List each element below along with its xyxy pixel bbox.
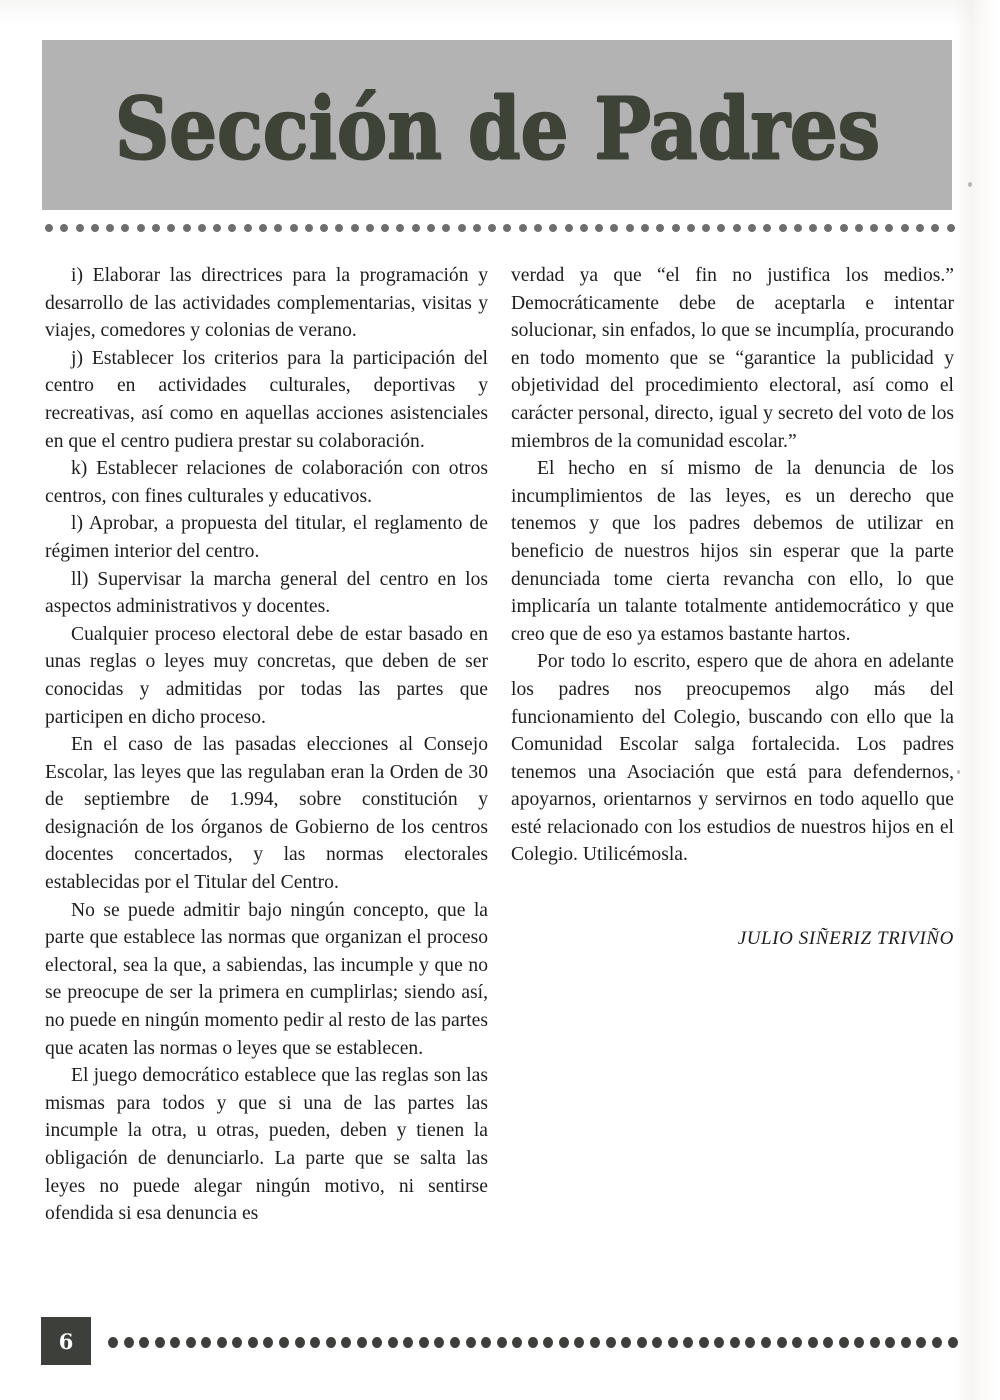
divider-dot bbox=[198, 224, 206, 232]
footer-dot bbox=[481, 1337, 491, 1348]
divider-dot bbox=[519, 224, 527, 232]
divider-dot bbox=[427, 224, 435, 232]
divider-dot bbox=[213, 224, 221, 232]
footer-dot bbox=[574, 1337, 584, 1348]
divider-dot bbox=[565, 224, 573, 232]
footer-dot bbox=[263, 1337, 273, 1348]
footer-dot bbox=[559, 1337, 569, 1348]
divider-dot bbox=[610, 224, 618, 232]
paragraph-k: k) Establecer relaciones de colaboración con otros centros, con fines culturales y educativos. bbox=[45, 458, 488, 507]
scan-speck bbox=[968, 182, 972, 187]
footer-dot bbox=[372, 1337, 382, 1348]
footer-dot bbox=[932, 1337, 942, 1348]
divider-dot bbox=[473, 224, 481, 232]
footer-dot bbox=[901, 1337, 911, 1348]
divider-dot bbox=[228, 224, 236, 232]
paragraph-por-todo: Por todo lo escrito, espero que de ahora en adelante los padres nos preocupemos algo más del funcionamiento del Colegio, buscando con ello que la Comunidad Escolar salga fortalecida. Los padres tenemos una Asociación que está para defendernos, apoyarnos, orientarnos y servirnos en todo aquello que esté relacionado con los estudios de nuestros hijos en el Colegio. Utilicémosla. bbox=[511, 651, 954, 866]
divider-dot bbox=[885, 224, 893, 232]
footer-dot bbox=[248, 1337, 258, 1348]
footer-dot bbox=[512, 1337, 522, 1348]
top-dotted-divider bbox=[45, 222, 955, 234]
divider-dot bbox=[259, 224, 267, 232]
divider-dot bbox=[137, 224, 145, 232]
footer-dot bbox=[621, 1337, 631, 1348]
divider-dot bbox=[76, 224, 84, 232]
divider-dot bbox=[534, 224, 542, 232]
page-number-value: 6 bbox=[58, 1328, 74, 1354]
divider-dot bbox=[626, 224, 634, 232]
footer-dot bbox=[761, 1337, 771, 1348]
footer-dot bbox=[637, 1337, 647, 1348]
footer-dot bbox=[170, 1337, 180, 1348]
footer-dot bbox=[388, 1337, 398, 1348]
footer-dot bbox=[668, 1337, 678, 1348]
paragraph-l: l) Aprobar, a propuesta del titular, el reglamento de régimen interior del centro. bbox=[45, 513, 488, 562]
divider-dot bbox=[763, 224, 771, 232]
divider-dot bbox=[931, 224, 939, 232]
divider-dot bbox=[687, 224, 695, 232]
paragraph-consejo-escolar: En el caso de las pasadas elecciones al Consejo Escolar, las leyes que las regulaban eran la Orden de 30 de septiembre de 1.994, sobre constitución y designación de los órganos de Gobierno de los centros docentes concertados, y las normas electorales establecidas por el Titular del Centro. bbox=[45, 734, 488, 894]
divider-dot bbox=[290, 224, 298, 232]
article-body bbox=[45, 262, 955, 1228]
divider-dot bbox=[641, 224, 649, 232]
footer-dot bbox=[279, 1337, 289, 1348]
divider-dot bbox=[167, 224, 175, 232]
left-text-column bbox=[45, 262, 488, 1228]
footer-dot bbox=[310, 1337, 320, 1348]
footer-dot bbox=[916, 1337, 926, 1348]
divider-dot bbox=[121, 224, 129, 232]
divider-dot bbox=[855, 224, 863, 232]
paragraph-juego-democratico: El juego democrático establece que las reglas son las mismas para todos y que si una de las partes las incumple la otra, u otras, pueden, deben y tienen la obligación de denunciarlo. La parte que se salta las leyes no puede alegar ningún motivo, ni sentirse ofendida si esa denuncia es bbox=[45, 1065, 488, 1225]
page-title: Sección de Padres bbox=[114, 78, 880, 178]
footer-dot bbox=[699, 1337, 709, 1348]
divider-dot bbox=[45, 224, 53, 232]
divider-dot bbox=[672, 224, 680, 232]
divider-dot bbox=[458, 224, 466, 232]
footer-dot bbox=[885, 1337, 895, 1348]
footer-dot bbox=[543, 1337, 553, 1348]
footer-dot bbox=[606, 1337, 616, 1348]
divider-dot bbox=[702, 224, 710, 232]
divider-dot bbox=[274, 224, 282, 232]
divider-dot bbox=[60, 224, 68, 232]
footer-dot bbox=[108, 1337, 118, 1348]
divider-dot bbox=[870, 224, 878, 232]
divider-dot bbox=[335, 224, 343, 232]
footer-dot bbox=[808, 1337, 818, 1348]
footer-dot bbox=[232, 1337, 242, 1348]
divider-dot bbox=[748, 224, 756, 232]
footer-dot bbox=[839, 1337, 849, 1348]
divider-dot bbox=[824, 224, 832, 232]
footer-dot bbox=[870, 1337, 880, 1348]
footer-dot bbox=[823, 1337, 833, 1348]
divider-dot bbox=[656, 224, 664, 232]
footer-dot bbox=[792, 1337, 802, 1348]
page-number-badge bbox=[41, 1317, 91, 1365]
divider-dot bbox=[840, 224, 848, 232]
footer-dot bbox=[745, 1337, 755, 1348]
divider-dot bbox=[305, 224, 313, 232]
footer-dot bbox=[419, 1337, 429, 1348]
footer-dot bbox=[730, 1337, 740, 1348]
footer-dot bbox=[186, 1337, 196, 1348]
divider-dot bbox=[91, 224, 99, 232]
footer-dot bbox=[357, 1337, 367, 1348]
paragraph-i: i) Elaborar las directrices para la programación y desarrollo de las actividades complementarias, visitas y viajes, comedores y colonias de verano. bbox=[45, 265, 488, 342]
divider-dot bbox=[549, 224, 557, 232]
paragraph-no-se-puede: No se puede admitir bajo ningún concepto, que la parte que establece las normas que organizan el proceso electoral, sea la que, a sabiendas, las incumple y que no se preocupe de ser la primera en cumplirlas; siendo así, no puede en ningún momento pedir al resto de las partes que acaten las normas o leyes que se establecen. bbox=[45, 899, 488, 1059]
divider-dot bbox=[152, 224, 160, 232]
paragraph-proceso-electoral: Cualquier proceso electoral debe de estar basado en unas reglas o leyes muy concretas, que deben de ser conocidas y admitidas por todas las partes que participen en dicho proceso. bbox=[45, 623, 488, 728]
footer-dot bbox=[295, 1337, 305, 1348]
divider-dot bbox=[106, 224, 114, 232]
divider-dot bbox=[947, 224, 955, 232]
footer-dot bbox=[155, 1337, 165, 1348]
divider-dot bbox=[779, 224, 787, 232]
footer-dot bbox=[714, 1337, 724, 1348]
footer-dot bbox=[948, 1337, 958, 1348]
divider-dot bbox=[351, 224, 359, 232]
divider-dot bbox=[381, 224, 389, 232]
divider-dot bbox=[901, 224, 909, 232]
footer-dot bbox=[528, 1337, 538, 1348]
divider-dot bbox=[717, 224, 725, 232]
footer-dot bbox=[124, 1337, 134, 1348]
right-text-column bbox=[511, 262, 954, 1228]
divider-dot bbox=[488, 224, 496, 232]
divider-dot bbox=[580, 224, 588, 232]
divider-dot bbox=[595, 224, 603, 232]
paragraph-verdad-continuation: verdad ya que “el fin no justifica los medios.” Democráticamente debe de aceptarla e intentar solucionar, sin enfados, lo que se incumplía, procurando en todo momento que se “garantice la publicidad y objetividad del procedimiento electoral, así como el carácter personal, directo, igual y secreto del voto de los miembros de la comunidad escolar.” bbox=[511, 265, 954, 452]
divider-dot bbox=[183, 224, 191, 232]
footer-dot bbox=[139, 1337, 149, 1348]
scan-edge-top-shadow bbox=[0, 0, 1000, 26]
divider-dot bbox=[366, 224, 374, 232]
footer-dotted-divider bbox=[108, 1335, 958, 1349]
footer-dot bbox=[854, 1337, 864, 1348]
divider-dot bbox=[733, 224, 741, 232]
footer-dot bbox=[341, 1337, 351, 1348]
scan-speck bbox=[957, 770, 960, 774]
divider-dot bbox=[794, 224, 802, 232]
paragraph-ll: ll) Supervisar la marcha general del centro en los aspectos administrativos y docentes. bbox=[45, 568, 488, 618]
divider-dot bbox=[809, 224, 817, 232]
divider-dot bbox=[320, 224, 328, 232]
footer-dot bbox=[466, 1337, 476, 1348]
footer-dot bbox=[201, 1337, 211, 1348]
scan-edge-right-shadow bbox=[954, 0, 1000, 1400]
divider-dot bbox=[916, 224, 924, 232]
footer-dot bbox=[497, 1337, 507, 1348]
paragraph-el-hecho: El hecho en sí mismo de la denuncia de los incumplimientos de las leyes, es un derecho que tenemos y que los padres debemos de utilizar en beneficio de nuestros hijos sin esperar que la parte denunciada tome cierta revancha con ello, lo que implicaría un talante totalmente antidemocrático y que creo que de eso ya estamos bastante hartos. bbox=[511, 458, 954, 645]
divider-dot bbox=[442, 224, 450, 232]
footer-dot bbox=[590, 1337, 600, 1348]
author-byline: JULIO SIÑERIZ TRIVIÑO bbox=[737, 928, 954, 950]
footer-dot bbox=[683, 1337, 693, 1348]
footer-dot bbox=[652, 1337, 662, 1348]
divider-dot bbox=[412, 224, 420, 232]
divider-dot bbox=[396, 224, 404, 232]
footer-dot bbox=[326, 1337, 336, 1348]
footer-dot bbox=[217, 1337, 227, 1348]
divider-dot bbox=[503, 224, 511, 232]
footer-dot bbox=[434, 1337, 444, 1348]
footer-dot bbox=[777, 1337, 787, 1348]
footer-dot bbox=[450, 1337, 460, 1348]
divider-dot bbox=[244, 224, 252, 232]
footer-dot bbox=[403, 1337, 413, 1348]
paragraph-j: j) Establecer los criterios para la participación del centro en actividades culturales, deportivas y recreativas, así como en aquellas acciones asistenciales en que el centro pudiera prestar su colaboración. bbox=[45, 347, 488, 452]
